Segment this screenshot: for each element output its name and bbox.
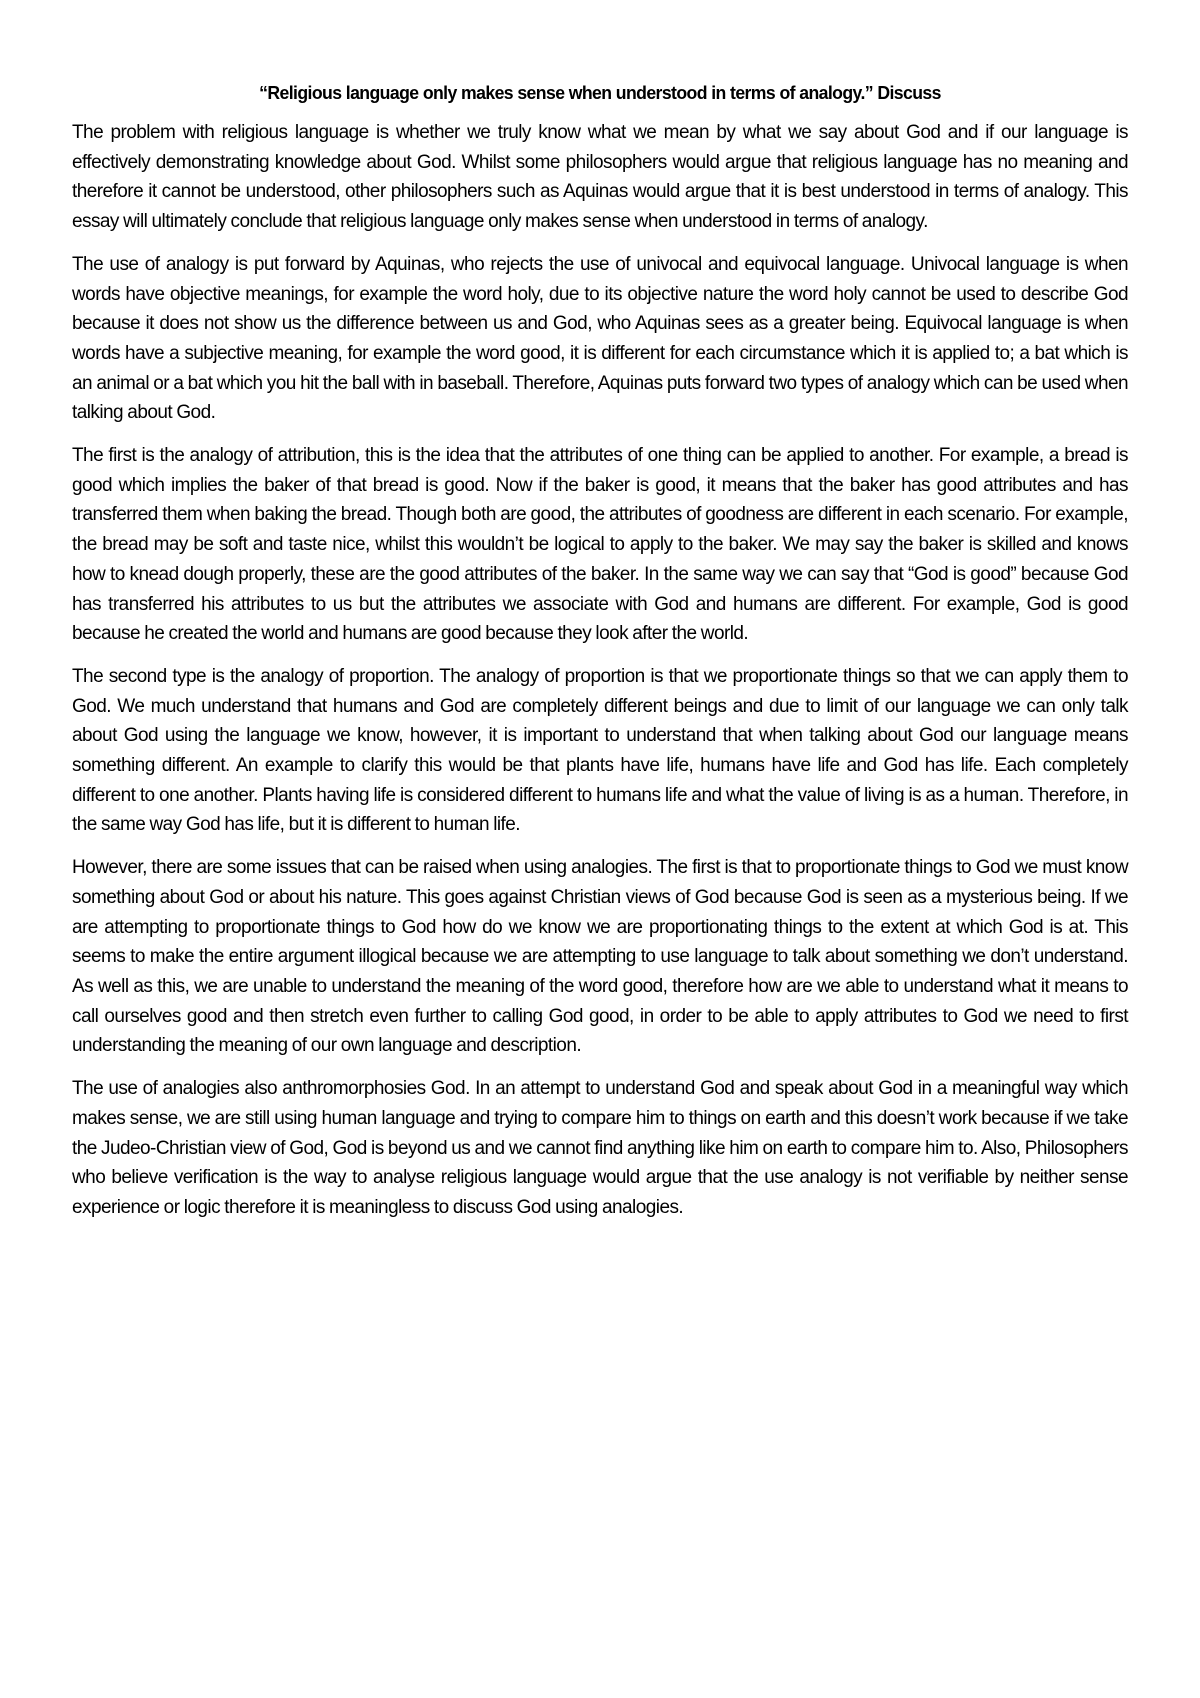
paragraph-issues-with-analogy: However, there are some issues that can be raised when using analogies. The first is that to proportionate things to God we must know something about God or about his nature. This goes against Christian views of God because God is seen as a mysterious being. If we are attempting to proportionate things to God how do we know we are proportionating things to the extent at which God is at. This seems to make the entire argument illogical because we are attempting to use language to talk about something we don’t understand. As well as this, we are unable to understand the meaning of the word good, therefore how are we able to understand what it means to call ourselves good and then stretch even further to calling God good, in order to be able to apply attributes to God we need to first understanding the meaning of our own language and description.: [72, 857, 1128, 1057]
paragraph-univocal-equivocal: The use of analogy is put forward by Aquinas, who rejects the use of univocal and equivocal language. Univocal language is when words have objective meanings, for example the word holy, due to its objective nature the word holy cannot be used to describe God because it does not show us the difference between us and God, who Aquinas sees as a greater being. Equivocal language is when words have a subjective meaning, for example the word good, it is different for each circumstance which it is applied to; a bat which is an animal or a bat which you hit the ball with in baseball. Therefore, Aquinas puts forward two types of analogy which can be used when talking about God.: [72, 253, 1128, 424]
paragraph-anthropomorphism-verification: The use of analogies also anthromorphosies God. In an attempt to understand God and speak about God in a meaningful way which makes sense, we are still using human language and trying to compare him to things on earth and this doesn’t work because if we take the Judeo-Christian view of God, God is beyond us and we cannot find anything like him on earth to compare him to. Also, Philosophers who believe verification is the way to analyse religious language would argue that the use analogy is not verifiable by neither sense experience or logic therefore it is meaningless to discuss God using analogies.: [72, 1078, 1128, 1218]
document-page: [72, 78, 1128, 1236]
paragraph-introduction: The problem with religious language is whether we truly know what we mean by what we say about God and if our language is effectively demonstrating knowledge about God. Whilst some philosophers would argue that religious language has no meaning and therefore it cannot be understood, other philosophers such as Aquinas would argue that it is best understood in terms of analogy. This essay will ultimately conclude that religious language only makes sense when understood in terms of analogy.: [72, 122, 1128, 233]
paragraph-analogy-of-proportion: The second type is the analogy of proportion. The analogy of proportion is that we proportionate things so that we can apply them to God. We much understand that humans and God are completely different beings and due to limit of our language we can only talk about God using the language we know, however, it is important to understand that when talking about God our language means something different. An example to clarify this would be that plants have life, humans have life and God has life. Each completely different to one another. Plants having life is considered different to humans life and what the value of living is as a human. Therefore, in the same way God has life, but it is different to human life.: [72, 665, 1128, 836]
essay-title: “Religious language only makes sense when understood in terms of analogy.” Discuss: [259, 83, 941, 103]
paragraph-analogy-of-attribution: The first is the analogy of attribution, this is the idea that the attributes of one thing can be applied to another. For example, a bread is good which implies the baker of that bread is good. Now if the baker is good, it means that the baker has good attributes and has transferred them when baking the bread. Though both are good, the attributes of goodness are different in each scenario. For example, the bread may be soft and taste nice, whilst this wouldn’t be logical to apply to the baker. We may say the baker is skilled and knows how to knead dough properly, these are the good attributes of the baker. In the same way we can say that “God is good” because God has transferred his attributes to us but the attributes we associate with God and humans are different. For example, God is good because he created the world and humans are good because they look after the world.: [72, 445, 1128, 645]
